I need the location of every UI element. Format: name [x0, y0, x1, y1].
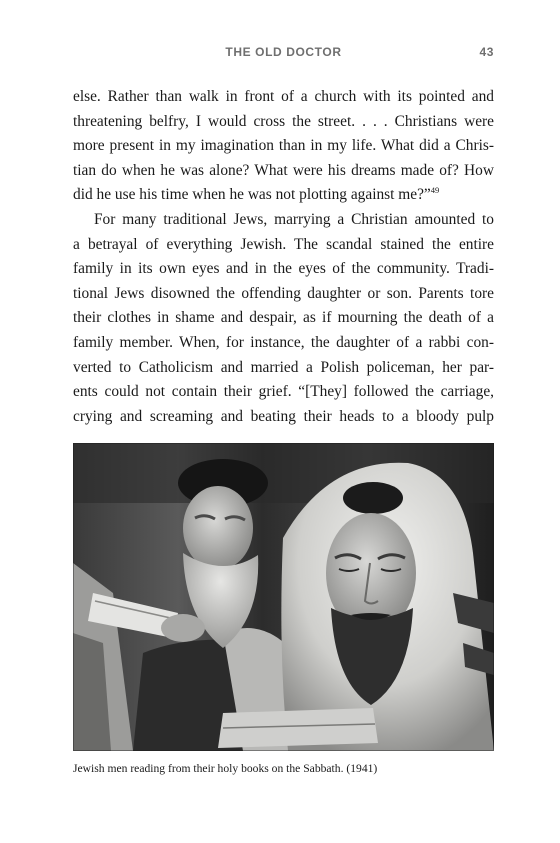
text-line: a betrayal of everything Jewish. The scandal stained the entire	[73, 235, 494, 253]
text-line: verted to Catholicism and married a Polish policeman, her par-	[73, 358, 494, 376]
footnote-reference: 49	[430, 185, 440, 196]
paragraph-2	[73, 208, 494, 429]
text-line: tional Jews disowned the offending daughter or son. Parents tore	[73, 284, 494, 302]
old-man-face	[183, 486, 253, 570]
text-line: their clothes in shame and despair, as if mourning the death of a	[73, 309, 494, 327]
text-line-content: did he use his time when he was not plotting against me?”	[73, 186, 431, 204]
body-text	[73, 85, 494, 429]
text-line	[73, 183, 494, 208]
text-line: For many traditional Jews, marrying a Christian amounted to	[94, 210, 494, 228]
paragraph-1	[73, 85, 494, 208]
running-head	[73, 45, 494, 63]
text-line: tian do when he was alone? What were his dreams made of? How	[73, 161, 494, 179]
text-line: else. Rather than walk in front of a church with its pointed and	[73, 88, 494, 105]
text-line: ents could not contain their grief. “[They] followed the carriage,	[73, 383, 494, 401]
text-line: crying and screaming and beating their heads to a bloody pulp	[73, 407, 494, 425]
text-line: family member. When, for instance, the daughter of a rabbi con-	[73, 333, 494, 351]
old-man-hand	[161, 614, 205, 642]
text-line: threatening belfry, I would cross the street. . . . Christians were	[73, 112, 494, 130]
text-line: more present in my imagination than in my life. What did a Chris-	[73, 137, 494, 155]
photograph	[73, 443, 494, 751]
running-title: THE OLD DOCTOR	[225, 45, 342, 59]
page-number: 43	[479, 45, 494, 59]
text-line: family in its own eyes and in the eyes of the community. Tradi-	[73, 260, 494, 278]
bearded-man-cap	[343, 482, 403, 514]
figure-caption: Jewish men reading from their holy books on the Sabbath. (1941)	[73, 762, 378, 775]
